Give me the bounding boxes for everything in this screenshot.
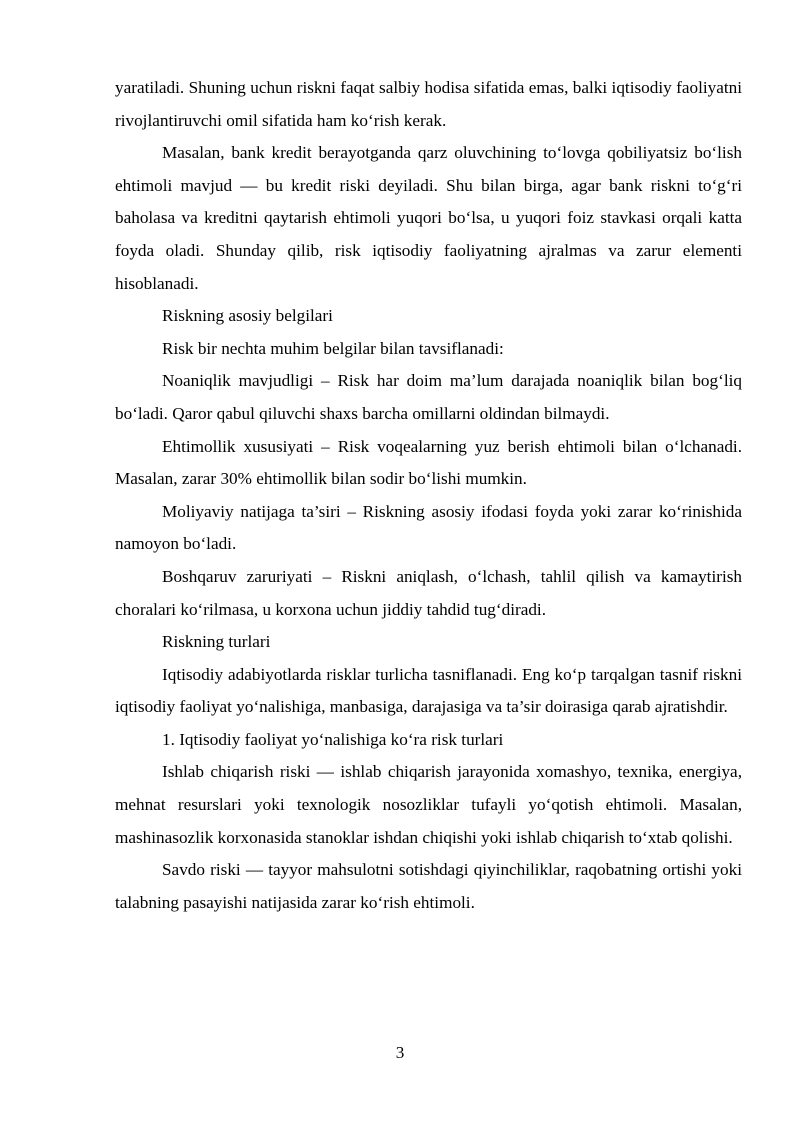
section-heading-risk-types: Riskning turlari <box>162 632 271 652</box>
paragraph-trade-risk: Savdo riski — tayyor mahsulotni sotishdagi qiyinchiliklar, raqobatning ortishi yoki talabning pasayishi natijasida zarar ko‘rish ehtimoli. <box>115 860 742 912</box>
paragraph-features-intro: Risk bir nechta muhim belgilar bilan tavsiflanadi: <box>162 338 504 358</box>
paragraph-continuation: yaratiladi. Shuning uchun riskni faqat salbiy hodisa sifatida emas, balki iqtisodiy faoliyatni rivojlantiruvchi omil sifatida ham ko‘rish kerak. <box>115 78 742 130</box>
page-number: 3 <box>395 1043 405 1062</box>
subsection-heading-activity-types: 1. Iqtisodiy faoliyat yo‘nalishiga ko‘ra risk turlari <box>162 729 504 749</box>
section-heading-risk-features: Riskning asosiy belgilari <box>162 306 333 326</box>
document-page <box>115 72 742 919</box>
paragraph-uncertainty: Noaniqlik mavjudligi – Risk har doim ma’lum darajada noaniqlik bilan bog‘liq bo‘ladi. Qaror qabul qiluvchi shaxs barcha omillarni oldindan bilmaydi. <box>115 371 742 423</box>
paragraph-bank-credit-example: Masalan, bank kredit berayotganda qarz oluvchining to‘lovga qobiliyatsiz bo‘lish ehtimoli mavjud — bu kredit riski deyiladi. Shu bilan birga, agar bank riskni to‘g‘ri baholasa va kreditni qaytarish ehtimoli yuqori bo‘lsa, u yuqori foiz stavkasi orqali katta foyda oladi. Shunday qilib, risk iqtisodiy faoliyatning ajralmas va zarur elementi hisoblanadi. <box>115 143 742 293</box>
paragraph-production-risk: Ishlab chiqarish riski — ishlab chiqarish jarayonida xomashyo, texnika, energiya, mehnat resurslari yoki texnologik nosozliklar tufayli yo‘qotish ehtimoli. Masalan, mashinasozlik korxonasida stanoklar ishdan chiqishi yoki ishlab chiqarish to‘xtab qolishi. <box>115 762 742 847</box>
paragraph-financial-impact: Moliyaviy natijaga ta’siri – Riskning asosiy ifodasi foyda yoki zarar ko‘rinishida namoyon bo‘ladi. <box>115 501 742 554</box>
paragraph-probability: Ehtimollik xususiyati – Risk voqealarning yuz berish ehtimoli bilan o‘lchanadi. Masalan, zarar 30% ehtimollik bilan sodir bo‘lishi mumkin. <box>115 436 742 489</box>
paragraph-management-need: Boshqaruv zaruriyati – Riskni aniqlash, o‘lchash, tahlil qilish va kamaytirish choralari ko‘rilmasa, u korxona uchun jiddiy tahdid tug‘diradi. <box>115 566 742 619</box>
paragraph-classification: Iqtisodiy adabiyotlarda risklar turlicha tasniflanadi. Eng ko‘p tarqalgan tasnif riskni iqtisodiy faoliyat yo‘nalishiga, manbasiga, darajasiga va ta’sir doirasiga qarab ajratishdir. <box>115 664 742 717</box>
